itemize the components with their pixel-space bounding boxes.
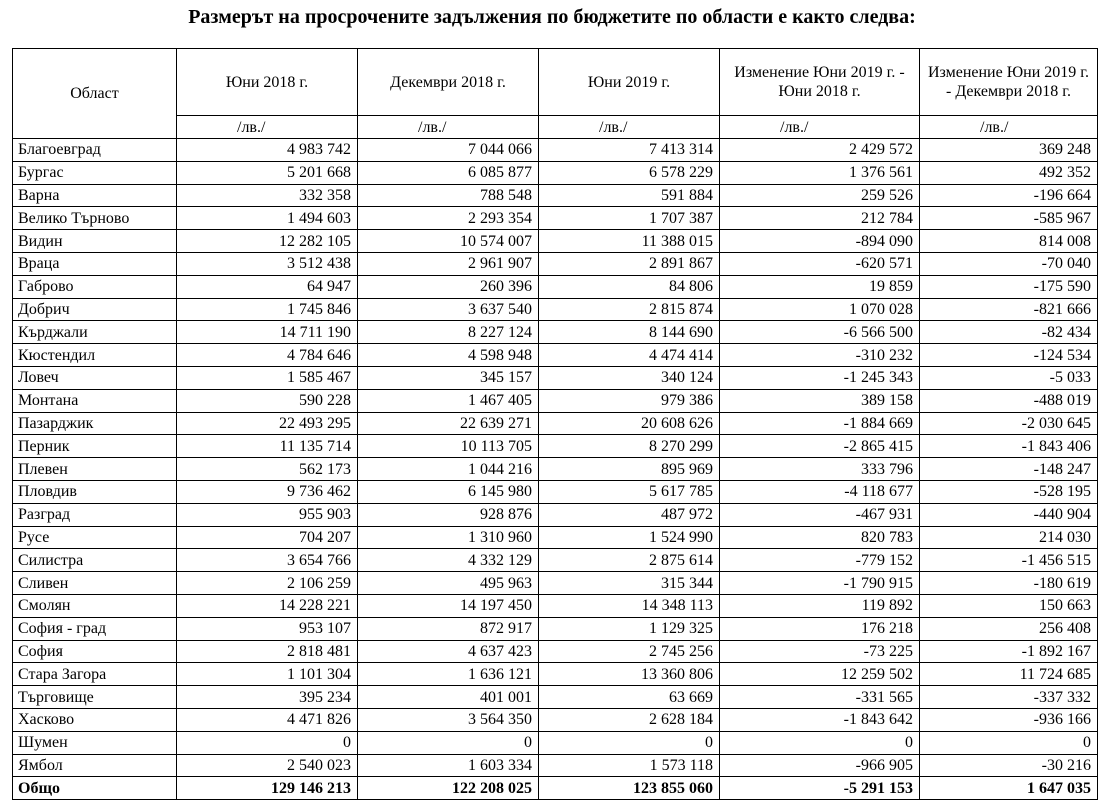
overdue-liabilities-table [12,48,1098,800]
value-cell: -6 566 500 [720,321,920,344]
table-body [13,139,1098,800]
value-cell: -1 245 343 [720,366,920,389]
region-name: Враца [13,252,177,275]
value-cell: 1 585 467 [177,366,358,389]
value-cell: 872 917 [358,617,539,640]
value-cell: 820 783 [720,526,920,549]
value-cell: 260 396 [358,275,539,298]
value-cell: 64 947 [177,275,358,298]
value-cell: 5 201 668 [177,161,358,184]
value-cell: -1 843 642 [720,708,920,731]
column-header-change-december: Изменение Юни 2019 г. - Декември 2018 г. [920,49,1098,116]
table-row [13,344,1098,367]
table-row [13,458,1098,481]
table-row [13,298,1098,321]
region-name: Разград [13,503,177,526]
region-name: Ловеч [13,366,177,389]
value-cell: 1 129 325 [539,617,720,640]
region-name: Ямбол [13,754,177,777]
table-row [13,640,1098,663]
region-name: Благоевград [13,139,177,162]
value-cell: -1 456 515 [920,549,1098,572]
value-cell: 22 639 271 [358,412,539,435]
value-cell: 2 818 481 [177,640,358,663]
value-cell: -73 225 [720,640,920,663]
value-cell: 1 745 846 [177,298,358,321]
region-name: Шумен [13,731,177,754]
region-name: София - град [13,617,177,640]
value-cell: 13 360 806 [539,663,720,686]
value-cell: -894 090 [720,230,920,253]
value-cell: 7 044 066 [358,139,539,162]
region-name: София [13,640,177,663]
value-cell: 704 207 [177,526,358,549]
value-cell: 0 [358,731,539,754]
value-cell: 4 474 414 [539,344,720,367]
table-row [13,184,1098,207]
value-cell: 3 637 540 [358,298,539,321]
value-cell: 6 145 980 [358,480,539,503]
value-cell: 5 617 785 [539,480,720,503]
value-cell: 4 332 129 [358,549,539,572]
value-cell: 1 376 561 [720,161,920,184]
value-cell: -337 332 [920,686,1098,709]
value-cell: 788 548 [358,184,539,207]
value-cell: 4 637 423 [358,640,539,663]
value-cell: 1 647 035 [920,777,1098,800]
value-cell: 150 663 [920,594,1098,617]
value-cell: 2 540 023 [177,754,358,777]
value-cell: -936 166 [920,708,1098,731]
value-cell: 20 608 626 [539,412,720,435]
value-cell: 1 310 960 [358,526,539,549]
unit-label: /лв./ [539,116,720,139]
value-cell: -70 040 [920,252,1098,275]
value-cell: 487 972 [539,503,720,526]
value-cell: -2 865 415 [720,435,920,458]
value-cell: 1 603 334 [358,754,539,777]
value-cell: -620 571 [720,252,920,275]
value-cell: 590 228 [177,389,358,412]
region-name: Сливен [13,572,177,595]
region-name: Перник [13,435,177,458]
value-cell: 1 101 304 [177,663,358,686]
value-cell: 0 [539,731,720,754]
value-cell: 953 107 [177,617,358,640]
value-cell: 3 512 438 [177,252,358,275]
value-cell: 84 806 [539,275,720,298]
value-cell: 591 884 [539,184,720,207]
value-cell: 12 259 502 [720,663,920,686]
value-cell: 389 158 [720,389,920,412]
table-row [13,161,1098,184]
value-cell: 928 876 [358,503,539,526]
value-cell: -175 590 [920,275,1098,298]
value-cell: 315 344 [539,572,720,595]
value-cell: 12 282 105 [177,230,358,253]
value-cell: -440 904 [920,503,1098,526]
value-cell: -148 247 [920,458,1098,481]
value-cell: -966 905 [720,754,920,777]
table-row [13,366,1098,389]
value-cell: 1 573 118 [539,754,720,777]
value-cell: 123 855 060 [539,777,720,800]
table-row [13,321,1098,344]
value-cell: 6 578 229 [539,161,720,184]
value-cell: -5 291 153 [720,777,920,800]
table-row [13,663,1098,686]
value-cell: -1 790 915 [720,572,920,595]
value-cell: 562 173 [177,458,358,481]
table-header-row [13,49,1098,116]
region-name: Общо [13,777,177,800]
region-name: Варна [13,184,177,207]
table-row [13,731,1098,754]
value-cell: 2 745 256 [539,640,720,663]
region-name: Велико Търново [13,207,177,230]
region-name: Кюстендил [13,344,177,367]
value-cell: 129 146 213 [177,777,358,800]
value-cell: 395 234 [177,686,358,709]
value-cell: -528 195 [920,480,1098,503]
value-cell: 1 070 028 [720,298,920,321]
column-header-june-2019: Юни 2019 г. [539,49,720,116]
value-cell: 369 248 [920,139,1098,162]
value-cell: -82 434 [920,321,1098,344]
region-name: Бургас [13,161,177,184]
value-cell: 214 030 [920,526,1098,549]
table-row [13,503,1098,526]
value-cell: 2 106 259 [177,572,358,595]
value-cell: 11 388 015 [539,230,720,253]
table-row [13,230,1098,253]
region-name: Русе [13,526,177,549]
value-cell: 2 429 572 [720,139,920,162]
value-cell: 4 471 826 [177,708,358,731]
region-name: Кърджали [13,321,177,344]
region-name: Търговище [13,686,177,709]
value-cell: 256 408 [920,617,1098,640]
value-cell: 22 493 295 [177,412,358,435]
value-cell: -1 892 167 [920,640,1098,663]
value-cell: 2 293 354 [358,207,539,230]
value-cell: 9 736 462 [177,480,358,503]
value-cell: 3 654 766 [177,549,358,572]
value-cell: -585 967 [920,207,1098,230]
region-name: Хасково [13,708,177,731]
value-cell: 1 467 405 [358,389,539,412]
value-cell: 1 636 121 [358,663,539,686]
value-cell: 2 875 614 [539,549,720,572]
table-row [13,708,1098,731]
value-cell: -488 019 [920,389,1098,412]
value-cell: 212 784 [720,207,920,230]
value-cell: 14 711 190 [177,321,358,344]
value-cell: 1 524 990 [539,526,720,549]
value-cell: -310 232 [720,344,920,367]
value-cell: 2 961 907 [358,252,539,275]
value-cell: 11 135 714 [177,435,358,458]
region-name: Пазарджик [13,412,177,435]
value-cell: -1 884 669 [720,412,920,435]
region-name: Стара Загора [13,663,177,686]
table-row [13,207,1098,230]
value-cell: 4 983 742 [177,139,358,162]
value-cell: 176 218 [720,617,920,640]
value-cell: 0 [177,731,358,754]
region-name: Плевен [13,458,177,481]
value-cell: 14 348 113 [539,594,720,617]
value-cell: -467 931 [720,503,920,526]
value-cell: -821 666 [920,298,1098,321]
value-cell: -779 152 [720,549,920,572]
value-cell: 10 574 007 [358,230,539,253]
value-cell: 10 113 705 [358,435,539,458]
value-cell: -4 118 677 [720,480,920,503]
unit-label: /лв./ [720,116,920,139]
value-cell: 495 963 [358,572,539,595]
value-cell: 259 526 [720,184,920,207]
value-cell: -331 565 [720,686,920,709]
value-cell: 332 358 [177,184,358,207]
value-cell: 0 [920,731,1098,754]
table-row [13,686,1098,709]
table-row [13,139,1098,162]
value-cell: 63 669 [539,686,720,709]
table-row [13,572,1098,595]
value-cell: 955 903 [177,503,358,526]
value-cell: -180 619 [920,572,1098,595]
table-row [13,526,1098,549]
value-cell: 11 724 685 [920,663,1098,686]
table-row [13,412,1098,435]
value-cell: 401 001 [358,686,539,709]
value-cell: 14 228 221 [177,594,358,617]
value-cell: 8 144 690 [539,321,720,344]
region-name: Габрово [13,275,177,298]
unit-label: /лв./ [920,116,1098,139]
value-cell: 492 352 [920,161,1098,184]
table-row [13,754,1098,777]
table-row [13,252,1098,275]
value-cell: 814 008 [920,230,1098,253]
table-row [13,435,1098,458]
page-title: Размерът на просрочените задължения по бюджетите по области е както следва: [188,6,916,28]
region-name: Монтана [13,389,177,412]
value-cell: 4 784 646 [177,344,358,367]
value-cell: 1 707 387 [539,207,720,230]
value-cell: 333 796 [720,458,920,481]
value-cell: -5 033 [920,366,1098,389]
value-cell: 2 891 867 [539,252,720,275]
region-name: Видин [13,230,177,253]
value-cell: 895 969 [539,458,720,481]
region-name: Пловдив [13,480,177,503]
value-cell: 4 598 948 [358,344,539,367]
value-cell: -30 216 [920,754,1098,777]
value-cell: 1 494 603 [177,207,358,230]
value-cell: 122 208 025 [358,777,539,800]
region-name: Добрич [13,298,177,321]
value-cell: 2 815 874 [539,298,720,321]
table-row [13,617,1098,640]
value-cell: 345 157 [358,366,539,389]
value-cell: 340 124 [539,366,720,389]
column-header-change-june: Изменение Юни 2019 г. - Юни 2018 г. [720,49,920,116]
column-header-region: Област [13,49,177,139]
value-cell: 8 227 124 [358,321,539,344]
value-cell: -1 843 406 [920,435,1098,458]
table-row [13,594,1098,617]
total-row [13,777,1098,800]
value-cell: 2 628 184 [539,708,720,731]
value-cell: 979 386 [539,389,720,412]
value-cell: 8 270 299 [539,435,720,458]
unit-label: /лв./ [358,116,539,139]
value-cell: 119 892 [720,594,920,617]
value-cell: 6 085 877 [358,161,539,184]
table-row [13,549,1098,572]
value-cell: 3 564 350 [358,708,539,731]
value-cell: 1 044 216 [358,458,539,481]
value-cell: -124 534 [920,344,1098,367]
value-cell: 19 859 [720,275,920,298]
value-cell: 14 197 450 [358,594,539,617]
value-cell: -2 030 645 [920,412,1098,435]
value-cell: 7 413 314 [539,139,720,162]
region-name: Смолян [13,594,177,617]
value-cell: -196 664 [920,184,1098,207]
region-name: Силистра [13,549,177,572]
table-row [13,480,1098,503]
table-row [13,275,1098,298]
column-header-june-2018: Юни 2018 г. [177,49,358,116]
unit-label: /лв./ [177,116,358,139]
column-header-december-2018: Декември 2018 г. [358,49,539,116]
table-row [13,389,1098,412]
value-cell: 0 [720,731,920,754]
